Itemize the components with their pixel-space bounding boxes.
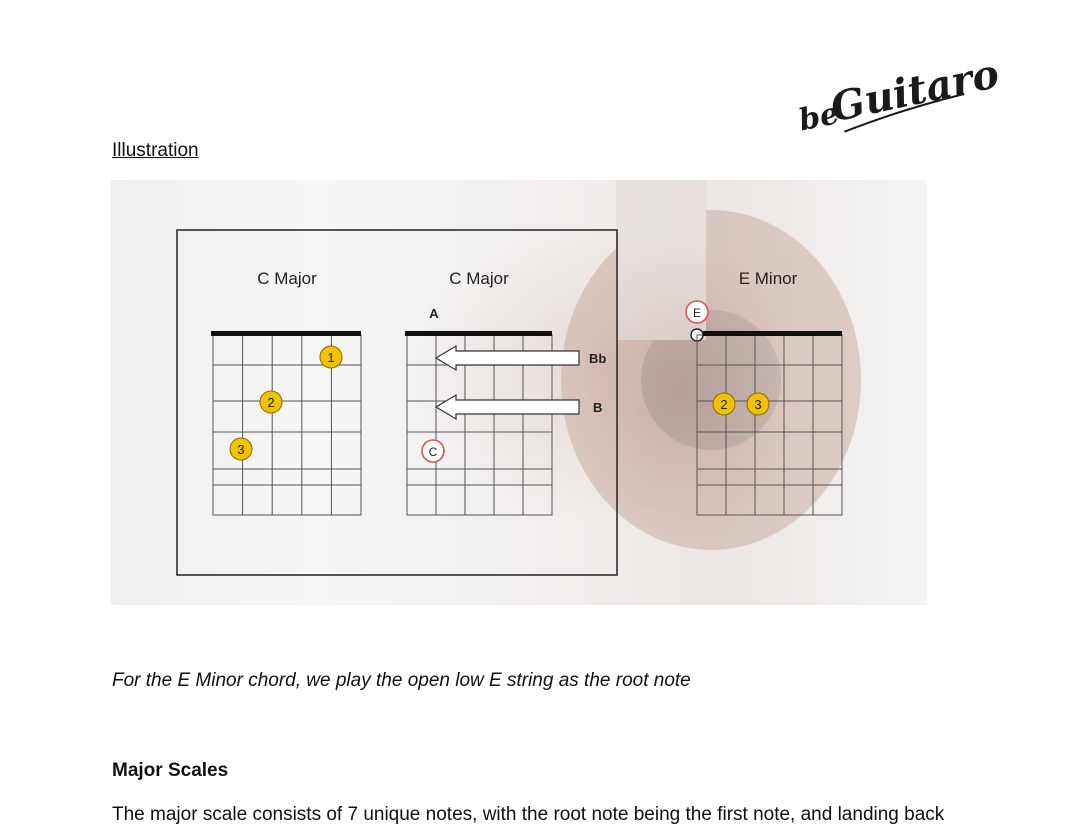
root-note-c xyxy=(422,440,444,462)
open-note-label: E xyxy=(692,306,702,320)
finger-dot-1 xyxy=(320,346,342,368)
diagram-2-title: C Major xyxy=(449,269,509,288)
section-title-illustration: Illustration xyxy=(112,140,199,161)
finger-dot-3 xyxy=(230,438,252,460)
root-note-label: C xyxy=(428,445,438,459)
svg-text:Guitaro: Guitaro xyxy=(826,49,1004,132)
string-label-a: A xyxy=(429,306,439,321)
finger-label: 2 xyxy=(720,397,728,412)
beguitaro-logo xyxy=(788,49,1004,142)
finger-dot-em-3 xyxy=(747,393,769,415)
svg-text:be: be xyxy=(795,95,843,139)
finger-label: 1 xyxy=(327,350,335,365)
chord-illustration xyxy=(111,180,927,605)
finger-label: 2 xyxy=(267,395,275,410)
section-heading-major-scales: Major Scales xyxy=(112,760,229,781)
finger-label: 3 xyxy=(754,397,762,412)
finger-dot-em-2 xyxy=(713,393,735,415)
figure-caption: For the E Minor chord, we play the open low E string as the root note xyxy=(112,670,691,691)
nut-1 xyxy=(211,331,361,336)
arrow-b xyxy=(436,395,579,419)
diagram-3-title: E Minor xyxy=(738,269,798,288)
finger-label: 3 xyxy=(237,442,245,457)
arrow-bb xyxy=(436,346,579,370)
nut-2 xyxy=(405,331,552,336)
body-paragraph: The major scale consists of 7 unique notes, with the root note being the first note, and landing back xyxy=(112,804,945,825)
arrow-label-b: B xyxy=(593,400,603,415)
arrow-label-bb: Bb xyxy=(589,351,607,366)
finger-dot-2 xyxy=(260,391,282,413)
nut-3 xyxy=(703,331,842,336)
diagram-1-title: C Major xyxy=(257,269,317,288)
open-note-e xyxy=(686,301,708,323)
